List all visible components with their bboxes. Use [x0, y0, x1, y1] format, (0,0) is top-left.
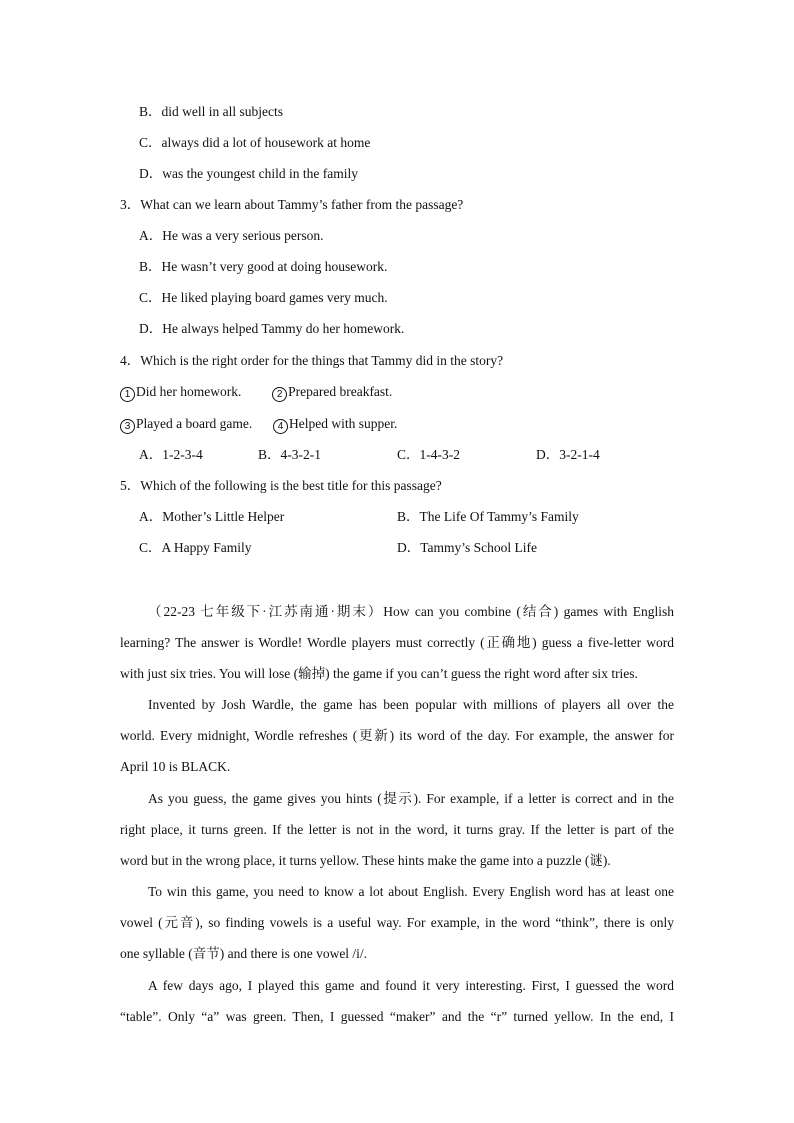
passage-paragraph-4	[120, 876, 674, 969]
q5-option-a: A．Mother’s Little Helper	[139, 509, 285, 524]
q2-option-c: C．always did a lot of housework at home	[139, 135, 371, 150]
passage-line: April 10 is BLACK.	[120, 759, 231, 774]
passage-paragraph-3	[120, 783, 674, 876]
q5-option-b: B．The Life Of Tammy’s Family	[397, 509, 579, 524]
q3-option-c: C．He liked playing board games very much.	[139, 290, 388, 305]
passage-line: As you guess, the game gives you hints (提示). For example, if a letter is correct and in the	[148, 791, 674, 806]
passage-line: “table”. Only “a” was green. Then, I guessed “maker” and the “r” turned yellow. In the end, I	[120, 1009, 674, 1024]
passage-line: learning? The answer is Wordle! Wordle players must correctly (正确地) guess a five-letter word	[120, 635, 674, 650]
q4-option-d: D．3-2-1-4	[536, 447, 600, 462]
passage-line: one syllable (音节) and there is one vowel /i/.	[120, 946, 368, 961]
q3-stem: 3．What can we learn about Tammy’s father from the passage?	[120, 197, 464, 212]
circled-number-2: 2	[272, 387, 287, 402]
q2-option-d: D．was the youngest child in the family	[139, 166, 358, 181]
q4-items-row-2: 3 Played a board game. 4 Helped with supper.	[120, 416, 397, 434]
q2-option-b: B．did well in all subjects	[139, 104, 283, 119]
q3-option-b: B．He wasn’t very good at doing housework.	[139, 259, 388, 274]
q4-option-a: A．1-2-3-4	[139, 447, 203, 462]
q4-items-row-1: 1 Did her homework. 2 Prepared breakfast.	[120, 384, 392, 402]
passage-paragraph-1	[120, 596, 674, 689]
q4-option-c: C．1-4-3-2	[397, 447, 461, 462]
passage-line: with just six tries. You will lose (输掉) the game if you can’t guess the right word after six tries.	[120, 666, 638, 681]
passage-line: A few days ago, I played this game and found it very interesting. First, I guessed the word	[148, 978, 674, 993]
passage-line: word but in the wrong place, it turns yellow. These hints make the game into a puzzle (谜).	[120, 853, 611, 868]
passage-line: Invented by Josh Wardle, the game has been popular with millions of players all over the	[148, 697, 674, 712]
passage-line: （22-23 七年级下·江苏南通·期末）How can you combine (结合) games with English	[148, 604, 674, 619]
passage-line: vowel (元音), so finding vowels is a useful way. For example, in the word “think”, there is only	[120, 915, 674, 930]
circled-number-1: 1	[120, 387, 135, 402]
circled-number-4: 4	[273, 419, 288, 434]
q4-option-b: B．4-3-2-1	[258, 447, 322, 462]
q3-option-a: A．He was a very serious person.	[139, 228, 324, 243]
q5-stem: 5．Which of the following is the best title for this passage?	[120, 478, 442, 493]
q5-option-d: D．Tammy’s School Life	[397, 540, 538, 555]
passage-line: To win this game, you need to know a lot about English. Every English word has at least one	[148, 884, 674, 899]
passage-paragraph-5	[120, 970, 674, 1032]
q3-option-d: D．He always helped Tammy do her homework.	[139, 321, 405, 336]
passage-paragraph-2	[120, 689, 674, 782]
circled-number-3: 3	[120, 419, 135, 434]
passage-line: world. Every midnight, Wordle refreshes (更新) its word of the day. For example, the answer for	[120, 728, 674, 743]
q5-option-c: C．A Happy Family	[139, 540, 252, 555]
passage-line: right place, it turns green. If the letter is not in the word, it turns gray. If the letter is part of the	[120, 822, 674, 837]
q4-stem: 4．Which is the right order for the things that Tammy did in the story?	[120, 353, 504, 368]
